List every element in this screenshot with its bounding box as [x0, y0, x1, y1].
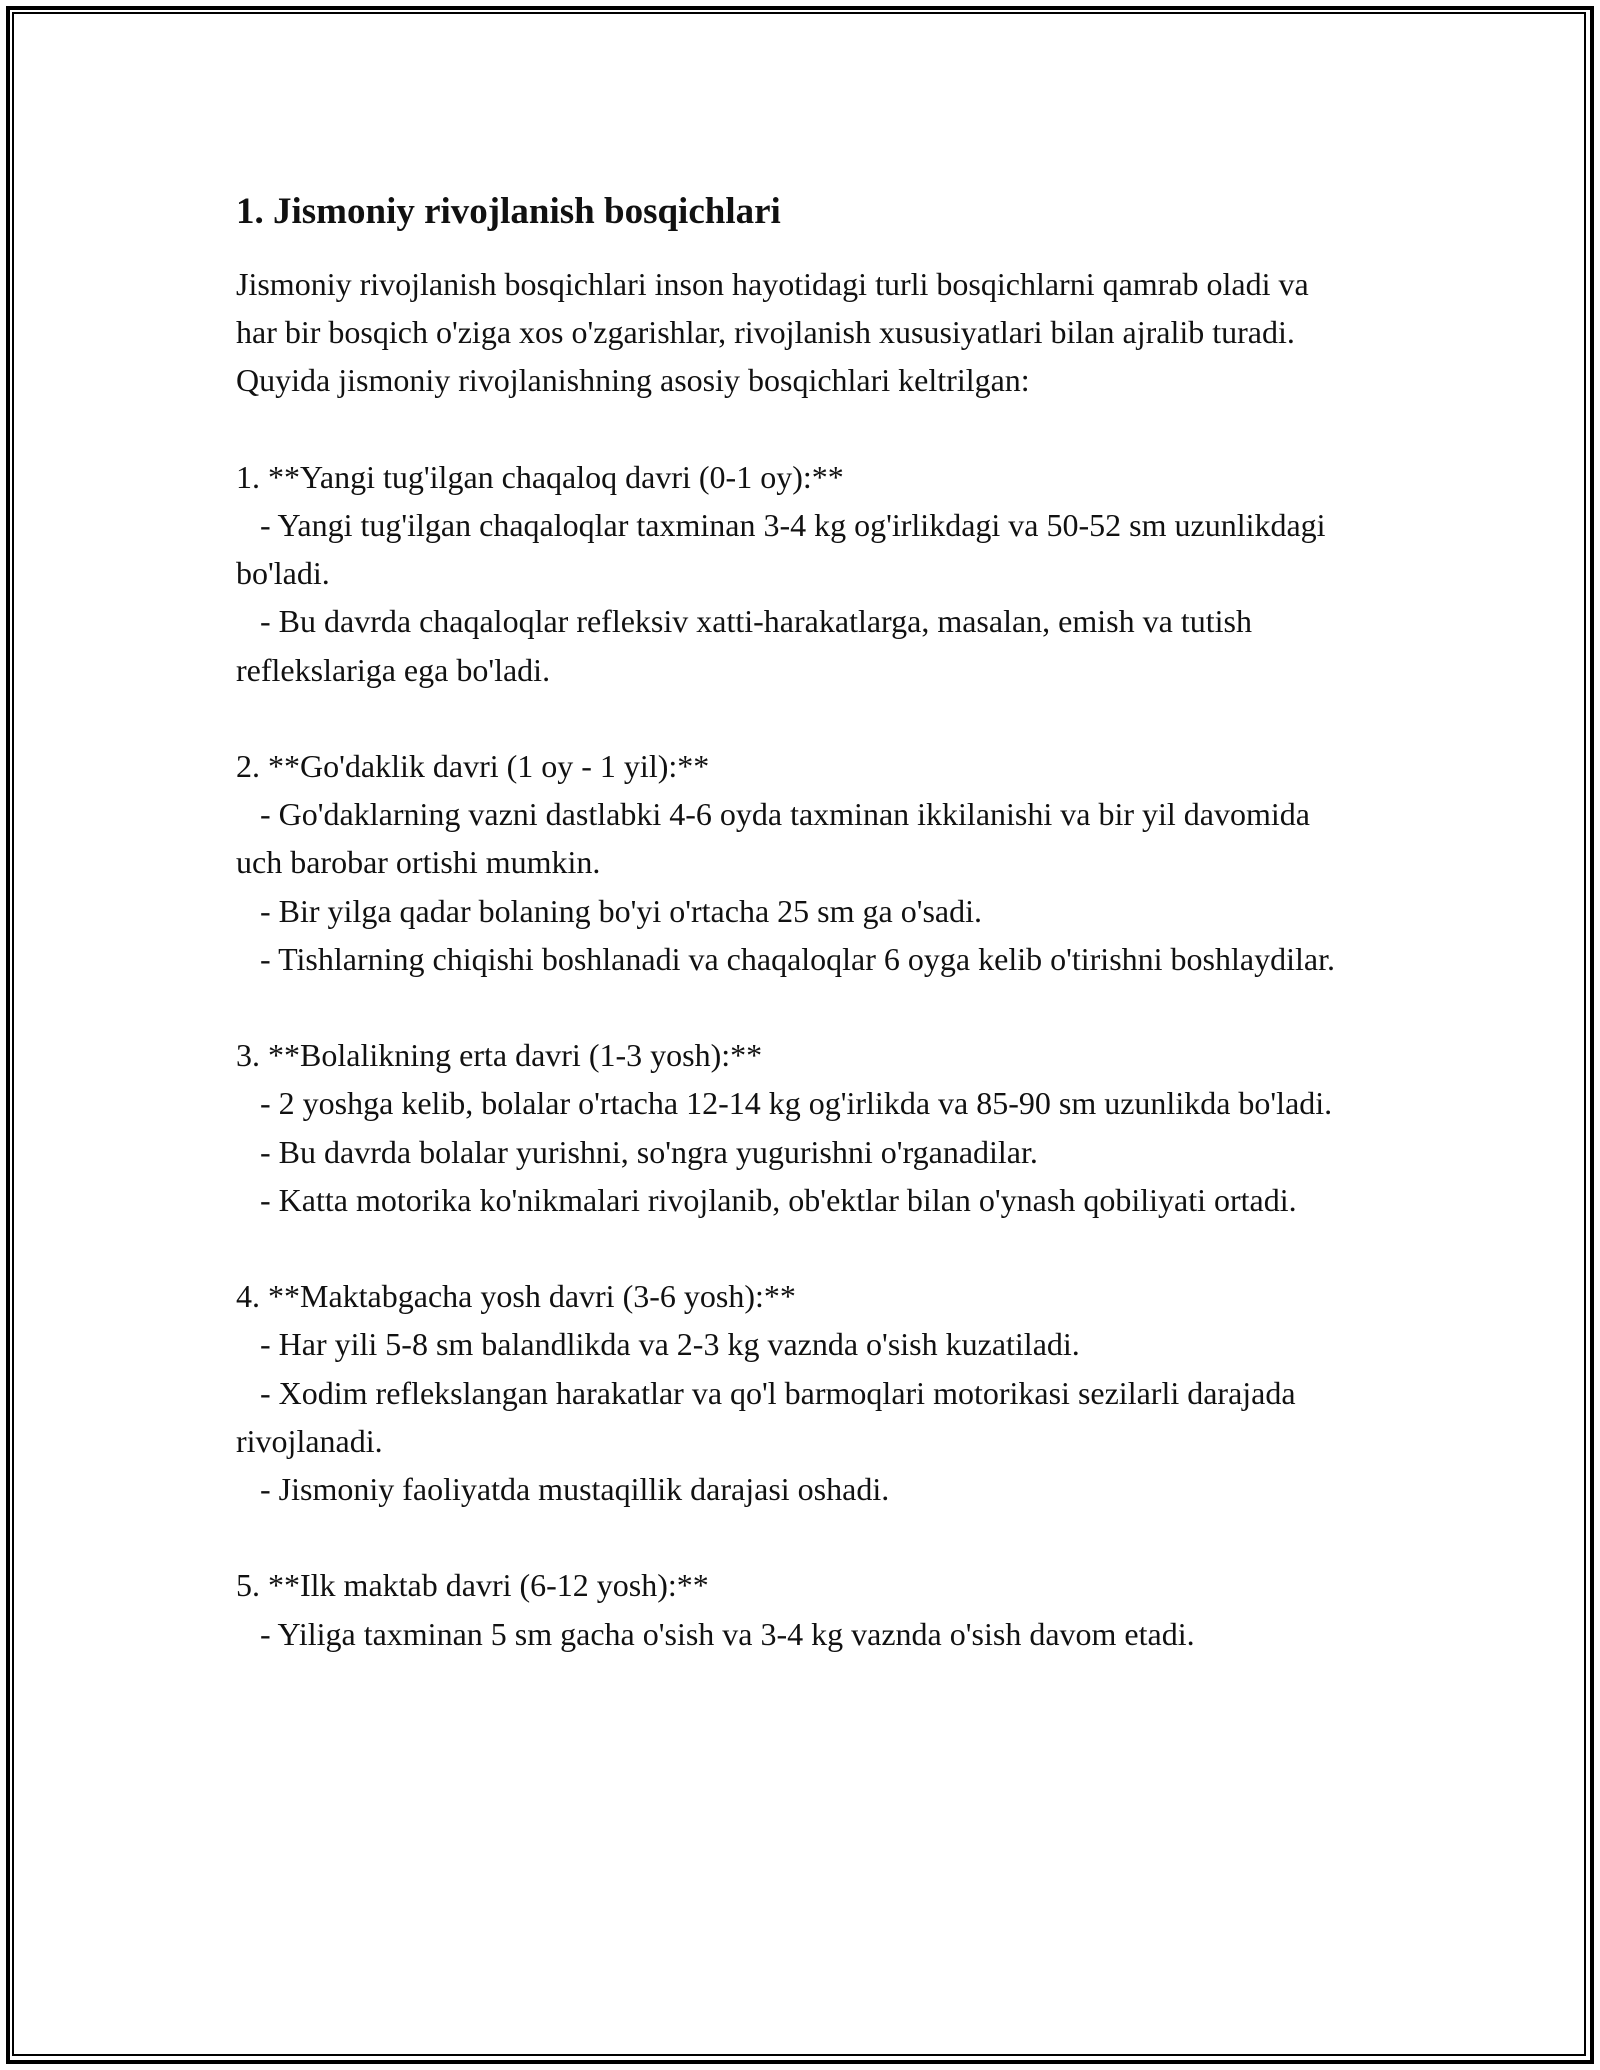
list-item: - Katta motorika ko'nikmalari rivojlanib, ob'ektlar bilan o'ynash qobiliyati ortadi.: [236, 1181, 1297, 1218]
section-primary-school: [236, 1561, 1356, 1657]
list-item: - Har yili 5-8 sm balandlikda va 2-3 kg vaznda o'sish kuzatiladi.: [236, 1326, 1080, 1363]
list-item: - Bir yilga qadar bolaning bo'yi o'rtacha 25 sm ga o'sadi.: [236, 892, 983, 929]
document-title: 1. Jismoniy rivojlanish bosqichlari: [236, 191, 781, 232]
list-item: - Yiliga taxminan 5 sm gacha o'sish va 3-4 kg vaznda o'sish davom etadi.: [236, 1615, 1195, 1652]
intro-paragraph: Jismoniy rivojlanish bosqichlari inson hayotidagi turli bosqichlarni qamrab oladi va har bir bosqich o'ziga xos o'zgarishlar, rivojlanish xususiyatlari bilan ajralib turadi. Quyida jismoniy rivojlanishning asosiy bosqichlari keltrilgan:: [236, 266, 1309, 399]
spacer: [236, 405, 1356, 453]
document-body: [236, 186, 1356, 1658]
section-early-childhood: [236, 1031, 1356, 1224]
list-item: - Bu davrda chaqaloqlar refleksiv xatti-harakatlarga, masalan, emish va tutish reflekslariga ega bo'ladi.: [236, 603, 1260, 688]
section-heading: 2. **Go'daklik davri (1 oy - 1 yil):**: [236, 748, 710, 784]
section-infancy: [236, 742, 1356, 983]
list-item: - Tishlarning chiqishi boshlanadi va chaqaloqlar 6 oyga kelib o'tirishni boshlaydilar.: [236, 940, 1335, 977]
section-newborn: [236, 453, 1356, 694]
list-item: - Go'daklarning vazni dastlabki 4-6 oyda taxminan ikkilanishi va bir yil davomida uch barobar ortishi mumkin.: [236, 796, 1318, 881]
list-item: - Jismoniy faoliyatda mustaqillik darajasi oshadi.: [236, 1471, 890, 1508]
section-heading: 1. **Yangi tug'ilgan chaqaloq davri (0-1 oy):**: [236, 458, 844, 495]
section-heading: 3. **Bolalikning erta davri (1-3 yosh):**: [236, 1037, 763, 1074]
section-preschool: [236, 1272, 1356, 1513]
spacer: [236, 1513, 1356, 1561]
list-item: - Bu davrda bolalar yurishni, so'ngra yugurishni o'rganadilar.: [236, 1133, 1038, 1170]
spacer: [236, 694, 1356, 742]
spacer: [236, 1224, 1356, 1272]
list-item: - Xodim reflekslangan harakatlar va qo'l barmoqlari motorikasi sezilarli darajada rivojlanadi.: [236, 1374, 1304, 1459]
section-heading: 5. **Ilk maktab davri (6-12 yosh):**: [236, 1567, 709, 1604]
section-heading: 4. **Maktabgacha yosh davri (3-6 yosh):**: [236, 1278, 796, 1315]
list-item: - Yangi tug'ilgan chaqaloqlar taxminan 3-4 kg og'irlikdagi va 50-52 sm uzunlikdagi bo'ladi.: [236, 507, 1334, 592]
list-item: - 2 yoshga kelib, bolalar o'rtacha 12-14 kg og'irlikda va 85-90 sm uzunlikda bo'ladi.: [236, 1085, 1333, 1122]
spacer: [236, 983, 1356, 1031]
